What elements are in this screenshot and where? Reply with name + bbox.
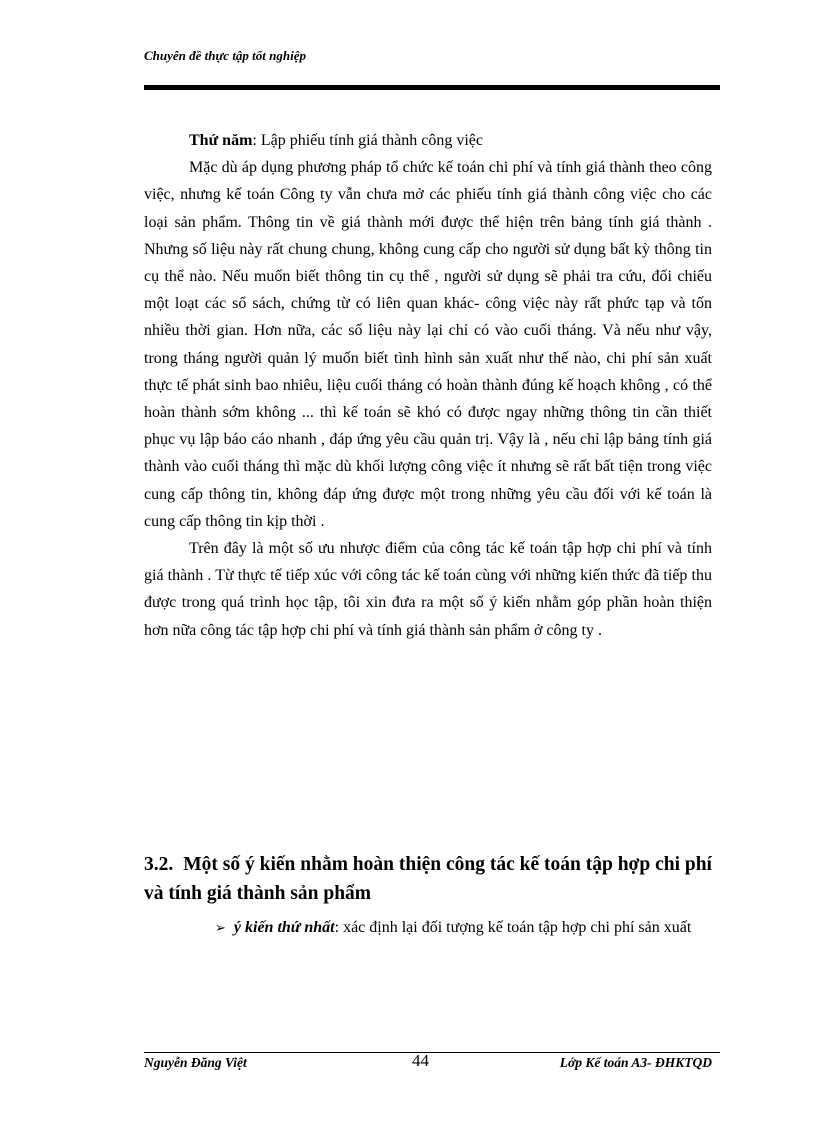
section-title: Một số ý kiến nhằm hoàn thiện công tác kế toán tập hợp chi phí và tính giá thành sản phẩm bbox=[144, 854, 712, 904]
page-number: 44 bbox=[412, 1051, 429, 1070]
intro-label: Thứ năm bbox=[189, 132, 253, 149]
footer-author: Nguyễn Đăng Việt bbox=[144, 1055, 247, 1070]
section-heading bbox=[144, 850, 714, 908]
intro-line bbox=[144, 127, 712, 154]
footer-rule bbox=[144, 1052, 720, 1053]
intro-text: : Lập phiếu tính giá thành công việc bbox=[252, 132, 484, 149]
paragraph: Mặc dù áp dụng phương pháp tổ chức kế toán chi phí và tính giá thành theo công việc, nhưng kế toán Công ty vẫn chưa mở các phiếu tính giá thành công việc cho các loại sản phẩm. Thông tin về giá thành mới được thể hiện trên bảng tính giá thành . Nhưng số liệu này rất chung chung, không cung cấp cho người sử dụng bất kỳ thông tin cụ thể nào. Nếu muốn biết thông tin cụ thể , người sử dụng sẽ phải tra cứu, đối chiếu một loạt các sổ sách, chứng từ có liên quan khác- công việc này rất phức tạp và tốn nhiều thời gian. Hơn nữa, các số liệu này lại chỉ có vào cuối tháng. Và nếu như vậy, trong tháng người quản lý muốn biết tình hình sản xuất như thế nào, chi phí sản xuất thực tế phát sinh bao nhiêu, liệu cuối tháng có hoàn thành đúng kế hoạch không , có thể hoàn thành sớm không ... thì kế toán sẽ khó có được ngay những thông tin cần thiết phục vụ lập báo cáo nhanh , đáp ứng yêu cầu quản trị. Vậy là , nếu chỉ lập bảng tính giá thành vào cuối tháng thì mặc dù khối lượng công việc ít nhưng sẽ rất bất tiện trong việc cung cấp thông tin, không đáp ứng được một trong những yêu cầu đối với kế toán là cung cấp thông tin kịp thời . bbox=[144, 159, 712, 530]
footer-class: Lớp Kế toán A3- ĐHKTQD bbox=[559, 1055, 712, 1070]
bullet-item bbox=[144, 914, 712, 942]
header-rule bbox=[144, 85, 720, 90]
bullet-label: ý kiến thứ nhất bbox=[233, 919, 335, 936]
section-number: 3.2. bbox=[144, 854, 174, 875]
paragraph: Trên đây là một số ưu nhược điểm của công tác kế toán tập hợp chi phí và tính giá thành . Từ thực tế tiếp xúc với công tác kế toán cùng với những kiến thức đã tiếp thu được trong quá trình học tập, tôi xin đưa ra một số ý kiến nhằm góp phần hoàn thiện hơn nữa công tác tập hợp chi phí và tính giá thành sản phẩm ở công ty . bbox=[144, 540, 712, 639]
body-text bbox=[144, 127, 712, 644]
arrow-bullet-icon: ➢ bbox=[215, 920, 226, 935]
bullet-text: : xác định lại đối tượng kế toán tập hợp chi phí sản xuất bbox=[334, 919, 692, 936]
header-title: Chuyên đề thực tập tốt nghiệp bbox=[144, 48, 306, 63]
